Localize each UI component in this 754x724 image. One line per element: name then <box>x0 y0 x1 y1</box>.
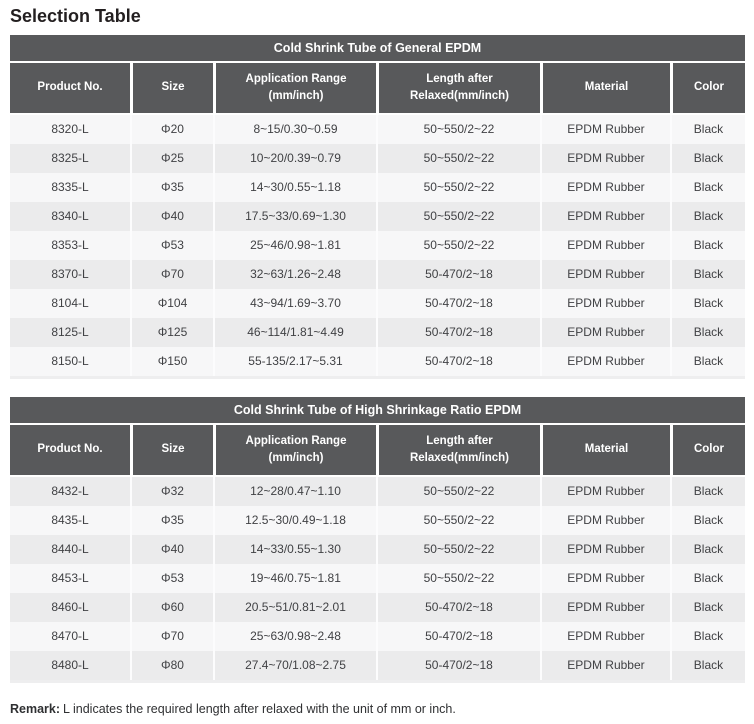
column-header-line: Length after <box>426 435 493 448</box>
table-body <box>10 477 745 680</box>
cell-product-no: 8432-L <box>51 484 89 498</box>
cell-material: EPDM Rubber <box>540 173 670 202</box>
cell-product-no: 8325-L <box>51 151 89 165</box>
cell-color: Black <box>670 115 745 144</box>
cell-size: Φ60 <box>130 593 213 622</box>
cell-length-after-relaxed: 50-470/2~18 <box>376 651 540 680</box>
cell-length-after-relaxed: 50-470/2~18 <box>376 622 540 651</box>
cell-size: Φ20 <box>130 115 213 144</box>
cell-color: Black <box>670 347 745 376</box>
cell-color: Black <box>670 593 745 622</box>
column-header-line: Size <box>161 81 185 94</box>
cell-application-range: 8~15/0.30~0.59 <box>213 115 376 144</box>
cell-product-no: 8150-L <box>51 354 89 368</box>
cell-application-range: 20.5~51/0.81~2.01 <box>213 593 376 622</box>
cell-size: Φ35 <box>130 506 213 535</box>
cell-color: Black <box>670 260 745 289</box>
cell-product-no: 8340-L <box>51 209 89 223</box>
cell-material: EPDM Rubber <box>540 115 670 144</box>
column-header-line: (mm/inch) <box>268 451 324 464</box>
cell-length-after-relaxed: 50~550/2~22 <box>376 535 540 564</box>
cell-application-range: 55-135/2.17~5.31 <box>213 347 376 376</box>
cell-application-range: 27.4~70/1.08~2.75 <box>213 651 376 680</box>
cell-length-after-relaxed: 50-470/2~18 <box>376 318 540 347</box>
cell-application-range: 46~114/1.81~4.49 <box>213 318 376 347</box>
cell-length-after-relaxed: 50~550/2~22 <box>376 506 540 535</box>
cell-size: Φ150 <box>130 347 213 376</box>
table-title: Cold Shrink Tube of High Shrinkage Ratio EPDM <box>10 397 745 423</box>
table-header-row <box>10 425 745 475</box>
cell-application-range: 10~20/0.39~0.79 <box>213 144 376 173</box>
cell-material: EPDM Rubber <box>540 202 670 231</box>
column-header-product-no <box>10 425 130 475</box>
cell-product-no: 8370-L <box>51 267 89 281</box>
cell-length-after-relaxed: 50-470/2~18 <box>376 289 540 318</box>
column-header-line: Material <box>584 443 629 456</box>
column-header-application-range <box>213 425 376 475</box>
table-row <box>10 593 745 622</box>
table-row <box>10 173 745 202</box>
cell-length-after-relaxed: 50-470/2~18 <box>376 593 540 622</box>
table-body <box>10 115 745 376</box>
cell-color: Black <box>670 477 745 506</box>
table-row <box>10 347 745 376</box>
cell-color: Black <box>670 144 745 173</box>
column-header-line: Application Range <box>245 435 347 448</box>
table-row <box>10 477 745 506</box>
cell-length-after-relaxed: 50-470/2~18 <box>376 260 540 289</box>
cell-color: Black <box>670 622 745 651</box>
cell-product-no: 8453-L <box>51 571 89 585</box>
cell-product-no: 8104-L <box>51 296 89 310</box>
column-header-length-after-relaxed <box>376 425 540 475</box>
cell-color: Black <box>670 651 745 680</box>
cell-size: Φ32 <box>130 477 213 506</box>
column-header-line: Material <box>584 81 629 94</box>
column-header-line: Relaxed(mm/inch) <box>409 89 510 102</box>
table-title: Cold Shrink Tube of General EPDM <box>10 35 745 61</box>
cell-length-after-relaxed: 50-470/2~18 <box>376 347 540 376</box>
cell-size: Φ35 <box>130 173 213 202</box>
cell-product-no: 8480-L <box>51 658 89 672</box>
table-row <box>10 260 745 289</box>
cell-length-after-relaxed: 50~550/2~22 <box>376 115 540 144</box>
cell-application-range: 12~28/0.47~1.10 <box>213 477 376 506</box>
remark-label: Remark: <box>10 701 61 716</box>
table-header-row <box>10 63 745 113</box>
cell-application-range: 32~63/1.26~2.48 <box>213 260 376 289</box>
cell-material: EPDM Rubber <box>540 144 670 173</box>
column-header-color <box>670 425 745 475</box>
table-row <box>10 318 745 347</box>
cell-material: EPDM Rubber <box>540 506 670 535</box>
column-header-line: Color <box>693 443 724 456</box>
column-header-line: Application Range <box>245 73 347 86</box>
cell-material: EPDM Rubber <box>540 564 670 593</box>
cell-color: Black <box>670 318 745 347</box>
column-header-line: Product No. <box>37 81 103 94</box>
cell-product-no: 8460-L <box>51 600 89 614</box>
remark <box>10 701 745 717</box>
cell-application-range: 19~46/0.75~1.81 <box>213 564 376 593</box>
cell-size: Φ25 <box>130 144 213 173</box>
cell-product-no: 8335-L <box>51 180 89 194</box>
table-row <box>10 651 745 680</box>
cell-material: EPDM Rubber <box>540 477 670 506</box>
cell-length-after-relaxed: 50~550/2~22 <box>376 173 540 202</box>
table-row <box>10 202 745 231</box>
cell-length-after-relaxed: 50~550/2~22 <box>376 564 540 593</box>
cell-product-no: 8320-L <box>51 122 89 136</box>
column-header-length-after-relaxed <box>376 63 540 113</box>
cell-length-after-relaxed: 50~550/2~22 <box>376 202 540 231</box>
table-row <box>10 506 745 535</box>
cell-product-no: 8125-L <box>51 325 89 339</box>
cell-application-range: 12.5~30/0.49~1.18 <box>213 506 376 535</box>
column-header-line: (mm/inch) <box>268 89 324 102</box>
column-header-line: Color <box>693 81 724 94</box>
cell-size: Φ53 <box>130 231 213 260</box>
cell-material: EPDM Rubber <box>540 231 670 260</box>
cell-size: Φ70 <box>130 260 213 289</box>
cell-product-no: 8435-L <box>51 513 89 527</box>
table-row <box>10 231 745 260</box>
column-header-line: Product No. <box>37 443 103 456</box>
table-row <box>10 622 745 651</box>
cell-size: Φ40 <box>130 535 213 564</box>
cell-material: EPDM Rubber <box>540 260 670 289</box>
table-general-epdm <box>10 35 745 379</box>
table-row <box>10 564 745 593</box>
cell-color: Black <box>670 173 745 202</box>
cell-color: Black <box>670 564 745 593</box>
column-header-material <box>540 63 670 113</box>
cell-material: EPDM Rubber <box>540 289 670 318</box>
cell-application-range: 17.5~33/0.69~1.30 <box>213 202 376 231</box>
cell-product-no: 8353-L <box>51 238 89 252</box>
page-title: Selection Table <box>10 6 141 26</box>
cell-product-no: 8440-L <box>51 542 89 556</box>
cell-application-range: 25~46/0.98~1.81 <box>213 231 376 260</box>
cell-size: Φ40 <box>130 202 213 231</box>
remark-text: L indicates the required length after relaxed with the unit of mm or inch. <box>63 701 456 716</box>
column-header-size <box>130 425 213 475</box>
cell-material: EPDM Rubber <box>540 535 670 564</box>
cell-product-no: 8470-L <box>51 629 89 643</box>
cell-color: Black <box>670 506 745 535</box>
cell-length-after-relaxed: 50~550/2~22 <box>376 231 540 260</box>
column-header-application-range <box>213 63 376 113</box>
cell-application-range: 14~33/0.55~1.30 <box>213 535 376 564</box>
cell-application-range: 14~30/0.55~1.18 <box>213 173 376 202</box>
column-header-size <box>130 63 213 113</box>
cell-size: Φ53 <box>130 564 213 593</box>
cell-application-range: 25~63/0.98~2.48 <box>213 622 376 651</box>
table-row <box>10 289 745 318</box>
column-header-material <box>540 425 670 475</box>
cell-material: EPDM Rubber <box>540 593 670 622</box>
cell-size: Φ80 <box>130 651 213 680</box>
cell-material: EPDM Rubber <box>540 651 670 680</box>
column-header-line: Relaxed(mm/inch) <box>409 451 510 464</box>
cell-color: Black <box>670 289 745 318</box>
table-row <box>10 535 745 564</box>
cell-size: Φ125 <box>130 318 213 347</box>
column-header-color <box>670 63 745 113</box>
cell-material: EPDM Rubber <box>540 622 670 651</box>
table-row <box>10 144 745 173</box>
table-high-shrinkage-epdm <box>10 397 745 683</box>
cell-size: Φ70 <box>130 622 213 651</box>
cell-length-after-relaxed: 50~550/2~22 <box>376 144 540 173</box>
cell-length-after-relaxed: 50~550/2~22 <box>376 477 540 506</box>
cell-application-range: 43~94/1.69~3.70 <box>213 289 376 318</box>
cell-material: EPDM Rubber <box>540 347 670 376</box>
table-row <box>10 115 745 144</box>
column-header-product-no <box>10 63 130 113</box>
cell-size: Φ104 <box>130 289 213 318</box>
cell-color: Black <box>670 202 745 231</box>
cell-color: Black <box>670 231 745 260</box>
cell-color: Black <box>670 535 745 564</box>
cell-material: EPDM Rubber <box>540 318 670 347</box>
column-header-line: Length after <box>426 73 493 86</box>
column-header-line: Size <box>161 443 185 456</box>
